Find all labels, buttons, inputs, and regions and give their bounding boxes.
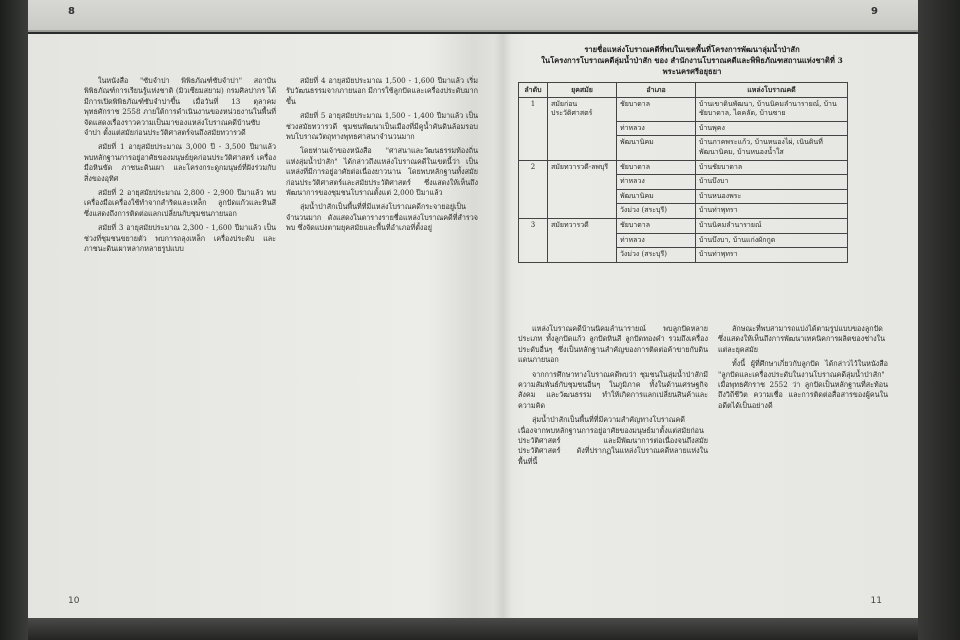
book-spread [28,34,918,618]
cell-no: 3 [519,218,548,262]
cell-period: สมัยก่อนประวัติศาสตร์ [548,97,617,160]
top-left-page-number: 8 [68,6,75,17]
header-period: ยุคสมัย [548,83,617,98]
paragraph: สมัยที่ 4 อายุสมัยประมาณ 1,500 - 1,600 ปีมาแล้ว เริ่มรับวัฒนธรรมจากภายนอก มีการใช้ลูกปัดและเครื่องประดับมากขึ้น [286,76,479,106]
paragraph: ลักษณะที่พบสามารถแบ่งได้ตามรูปแบบของลูกปัด ซึ่งแสดงให้เห็นถึงการพัฒนาเทคนิคการผลิตของช่างในแต่ละยุคสมัย [718,324,886,354]
cell-sites: บ้านชัยบาดาล [696,160,848,175]
paragraph: ทั้งนี้ ผู้ที่ศึกษาเกี่ยวกับลูกปัด ได้กล่าวไว้ในหนังสือ "ลูกปัดและเครื่องประดับในงานโบราณคดีลุ่มน้ำป่าสัก" เมื่อพุทธศักราช 2552 ว่า ลูกปัดเป็นหลักฐานที่สะท้อนถึงวิถีชีวิต ความเชื่อ และการติดต่อสื่อสารของผู้คนในอดีตได้เป็นอย่างดี [718,359,888,410]
cell-district: วังม่วง (สระบุรี) [617,248,696,263]
cell-period: สมัยทวารวดี [548,218,617,262]
paragraph: สมัยที่ 5 อายุสมัยประมาณ 1,500 - 1,400 ปีมาแล้ว เป็นช่วงสมัยทวารวดี ชุมชนพัฒนาเป็นเมืองที่มีคูน้ำคันดินล้อมรอบ พบโบราณวัตถุทางพุทธศาสนาจำนวนมาก [286,111,478,142]
cell-sites: บ้านท่าพุทรา [696,248,848,263]
paragraph: สมัยที่ 3 อายุสมัยประมาณ 2,300 - 1,600 ปีมาแล้ว เป็นช่วงที่ชุมชนขยายตัว พบการถลุงเหล็ก เครื่องประดับ และภาชนะดินเผาหลากหลายรูปแบบ [84,223,276,254]
table-header-row [519,83,848,98]
cell-district: ชัยบาดาล [617,218,696,233]
table-title-line-2: ในโครงการโบราณคดีลุ่มน้ำป่าสัก ของ สำนักงานโบราณคดีและพิพิธภัณฑสถานแห่งชาติที่ 3 พระนครศรีอยุธยา [541,56,843,76]
cell-district: ชัยบาดาล [617,160,696,175]
cell-sites: บ้านบึงบา, บ้านแก่งผักกูด [696,233,848,248]
cell-district: ท่าหลวง [617,121,696,136]
right-page-column-2 [718,324,888,415]
cell-sites: บ้านพุคง [696,121,848,136]
cell-sites: บ้านนิคมลำนารายณ์ [696,218,848,233]
cell-no: 1 [519,97,548,160]
cell-period: สมัยทวารวดี-ลพบุรี [548,160,617,218]
table-title [512,44,872,77]
table-row [519,97,848,121]
cell-sites: บ้านบึงบา [696,175,848,190]
paragraph: ในหนังสือ "ซับจำปา พิพิธภัณฑ์ซับจำปา" สถาบันพิพิธภัณฑ์การเรียนรู้แห่งชาติ (มิวเซียมสยาม) กรมศิลปากร ได้มีการเปิดพิพิธภัณฑ์ซับจำปาขึ้น เมื่อวันที่ 13 ตุลาคม พุทธศักราช 2558 ภายใต้การดำเนินงานของหน่วยงานในพื้นที่ จัดแสดงเรื่องราวความเป็นมาของแหล่งโบราณคดีบ้านซับจำปา ตั้งแต่สมัยก่อนประวัติศาสตร์จนถึงสมัยทวารวดี [84,76,276,138]
previous-spread-edge [28,0,918,32]
table-title-line-1: รายชื่อแหล่งโบราณคดีที่พบในเขตพื้นที่โครงการพัฒนาลุ่มน้ำป่าสัก [584,45,800,54]
left-page-number: 10 [68,596,80,606]
cell-district: ท่าหลวง [617,175,696,190]
scan-right-edge [916,0,960,640]
paragraph: จากการศึกษาทางโบราณคดีพบว่า ชุมชนในลุ่มน้ำป่าสักมีความสัมพันธ์กับชุมชนอื่นๆ ในภูมิภาค ทั้งในด้านเศรษฐกิจ สังคม และวัฒนธรรม ทำให้เกิดการแลกเปลี่ยนสินค้าและความคิด [518,369,708,410]
cell-district: พัฒนานิคม [617,189,696,204]
cell-sites: บ้านหนองพระ [696,189,848,204]
cell-district: ท่าหลวง [617,233,696,248]
scan-bottom-edge [28,618,918,640]
book-gutter [494,34,512,618]
paragraph: โดยท่านเจ้าของหนังสือ "ศาสนาและวัฒนธรรมท้องถิ่นแห่งลุ่มน้ำป่าสัก" ได้กล่าวถึงแหล่งโบราณคดีในเขตนี้ว่า เป็นแหล่งที่มีการอยู่อาศัยต่อเนื่องยาวนาน โดยพบหลักฐานทั้งสมัยก่อนประวัติศาสตร์และสมัยประวัติศาสตร์ ซึ่งแสดงให้เห็นถึงพัฒนาการของชุมชนโบราณตั้งแต่ 2,000 ปีมาแล้ว [286,146,478,198]
table-row [519,160,848,175]
cell-sites: บ้านเขาดินพัฒนา, บ้านนิคมลำนารายณ์, บ้านชัยบาดาล, ไดคลัด, บ้านซาย [696,97,848,121]
header-sites: แหล่งโบราณคดี [696,83,848,98]
paragraph: ลุ่มน้ำป่าสักเป็นพื้นที่ที่มีแหล่งโบราณคดีกระจายอยู่เป็นจำนวนมาก ดังแสดงในตารางรายชื่อแหล่งโบราณคดีที่สำรวจพบ ซึ่งจัดแบ่งตามยุคสมัยและพื้นที่อำเภอที่ตั้งอยู่ [286,202,478,233]
cell-no: 2 [519,160,548,218]
cell-sites: บ้านท่าพุทรา [696,204,848,219]
header-district: อำเภอ [617,83,696,98]
cell-sites: บ้านภาคพระแก้ว, บ้านหนองไผ่, เนินดินที่พัฒนานิคม, บ้านหนองน้ำใส [696,136,848,160]
table-row [519,218,848,233]
paragraph: สมัยที่ 2 อายุสมัยประมาณ 2,800 - 2,900 ปีมาแล้ว พบเครื่องมือเครื่องใช้ทำจากสำริดและเหล็ก ลูกปัดแก้วและหินสี ซึ่งแสดงถึงการติดต่อแลกเปลี่ยนกับชุมชนภายนอก [84,188,276,218]
paragraph: สมัยที่ 1 อายุสมัยประมาณ 3,000 ปี - 3,500 ปีมาแล้ว พบหลักฐานการอยู่อาศัยของมนุษย์ยุคก่อนประวัติศาสตร์ เครื่องมือหินขัด ภาชนะดินเผา และโครงกระดูกมนุษย์ที่ฝังร่วมกับสิ่งของอุทิศ [84,142,276,183]
right-page-column-1 [518,324,708,471]
scan-left-edge [0,0,28,640]
top-right-page-number: 9 [871,6,878,17]
paragraph: แหล่งโบราณคดีบ้านนิคมลำนารายณ์ พบลูกปัดหลายประเภท ทั้งลูกปัดแก้ว ลูกปัดหินสี ลูกปัดทองคำ รวมถึงเครื่องประดับอื่นๆ ซึ่งเป็นหลักฐานสำคัญของการติดต่อค้าขายกับดินแดนภายนอก [518,324,708,365]
header-no: ลำดับ [519,83,548,98]
cell-district: วังม่วง (สระบุรี) [617,204,696,219]
right-page-number: 11 [870,596,882,606]
archaeological-sites-table [518,82,848,263]
cell-district: พัฒนานิคม [617,136,696,160]
cell-district: ชัยบาดาล [617,97,696,121]
left-page-column-2 [286,76,478,238]
paragraph: ลุ่มน้ำป่าสักเป็นพื้นที่ที่มีความสำคัญทางโบราณคดี เนื่องจากพบหลักฐานการอยู่อาศัยของมนุษย์มาตั้งแต่สมัยก่อนประวัติศาสตร์ และมีพัฒนาการต่อเนื่องจนถึงสมัยประวัติศาสตร์ ดังที่ปรากฏในแหล่งโบราณคดีหลายแห่งในพื้นที่นี้ [518,415,708,466]
left-page-column-1 [84,76,276,259]
